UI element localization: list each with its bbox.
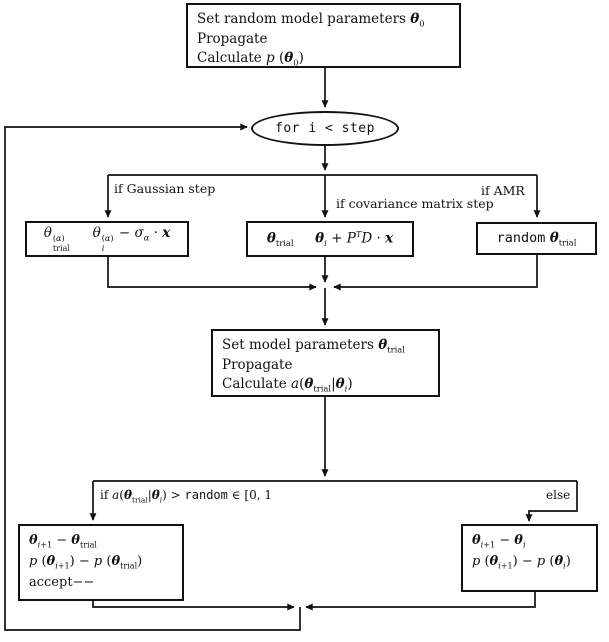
amr-step-formula: random $\theta_{trial}$	[496, 229, 577, 248]
start-line-1: Set random model parameters $\theta_0$	[197, 11, 425, 29]
gaussian-step-formula: θ (α) trial θ (α) i − $\sigma_\alpha \cdot x$	[43, 224, 171, 253]
accept-line-1: $\theta_{i+1} - \theta_{trial}$	[29, 533, 97, 550]
start-line-3: Calculate p $(\theta_0)$	[197, 50, 304, 69]
accept-line-2: p $(\theta_{i+1}) - p$ $(\theta_{trial})$	[29, 554, 143, 571]
accept-condition-label: if $a(\theta_{trial}|\theta_i)$ > random ∈ [0, 1	[100, 488, 272, 505]
loop-condition-label: for i < step	[275, 121, 375, 136]
amr-condition-label: if AMR	[481, 183, 525, 198]
propagate-line-3: Calculate $a(\theta_{trial}|\theta_i)$	[222, 376, 353, 395]
gaussian-condition-label: if Gaussian step	[114, 181, 216, 196]
start-box	[186, 3, 461, 68]
propagate-box	[211, 329, 440, 397]
else-label: else	[546, 488, 571, 502]
arrow-accept-to-merge	[93, 600, 294, 607]
start-line-2: Propagate	[197, 30, 268, 47]
covariance-step-box	[246, 221, 414, 257]
gaussian-step-box	[25, 221, 189, 257]
arrow-amr-to-merge	[334, 255, 537, 287]
amr-step-box	[476, 222, 597, 255]
propagate-line-1: Set model parameters $\theta_{trial}$	[222, 337, 405, 355]
arrow-gaussian-to-merge	[108, 256, 316, 287]
reject-box	[461, 524, 598, 592]
loop-condition-ellipse	[251, 111, 399, 146]
reject-line-2: p $(\theta_{i+1}) - p$ $(\theta_i)$	[472, 554, 571, 571]
propagate-line-2: Propagate	[222, 356, 293, 373]
accept-line-3: accept−−	[29, 575, 95, 591]
covariance-condition-label: if covariance matrix step	[336, 196, 494, 211]
reject-line-1: $\theta_{i+1} - \theta_i$	[472, 533, 526, 550]
accept-box	[18, 524, 184, 601]
arrow-reject-to-merge	[306, 592, 535, 607]
covariance-step-formula: $\theta_{trial}$ $\theta_i + P^TD \cdot x$	[266, 229, 394, 249]
